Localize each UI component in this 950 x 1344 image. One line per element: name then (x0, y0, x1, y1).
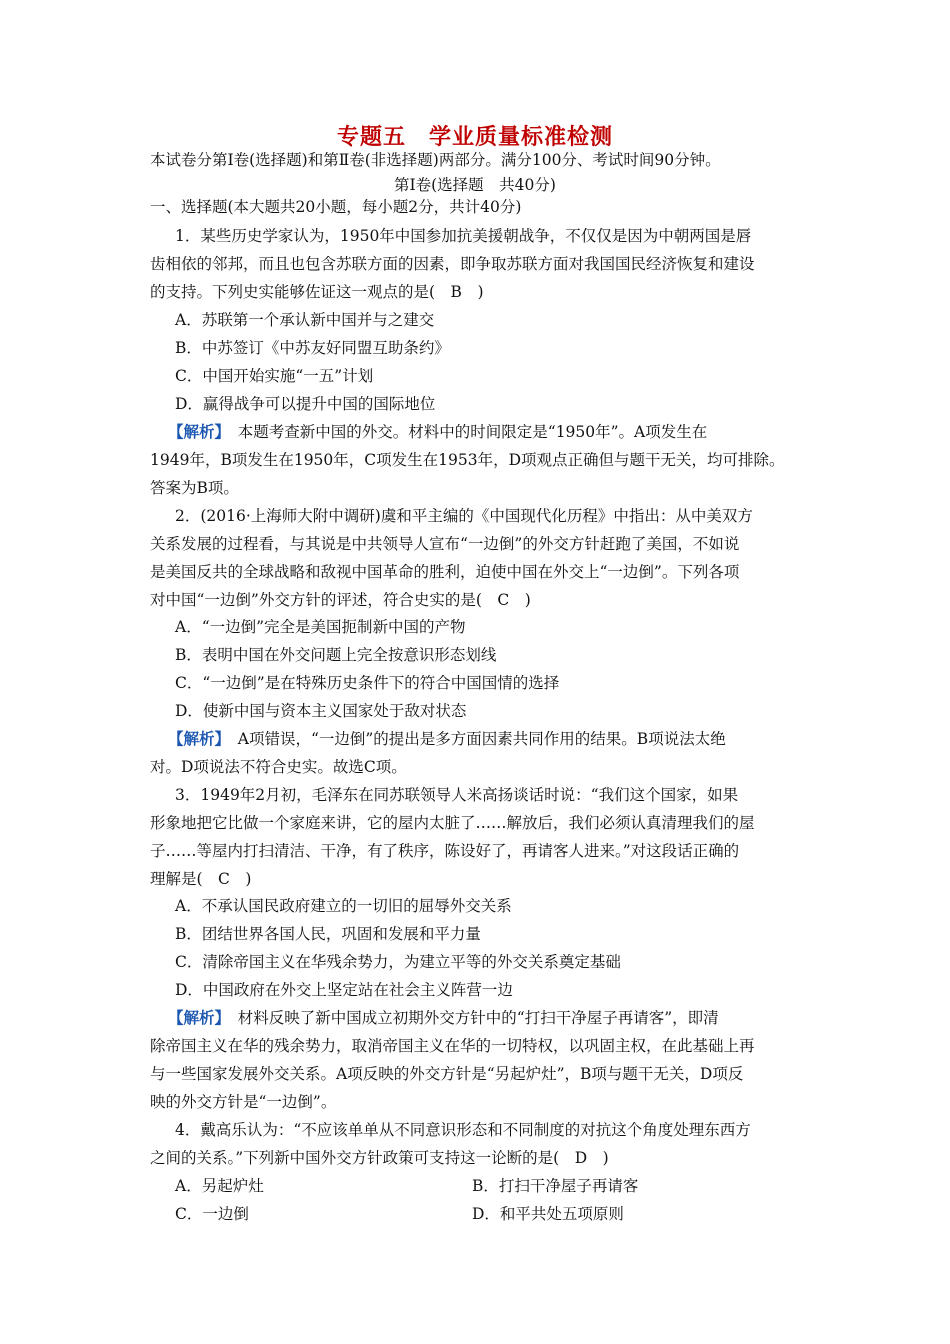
q4-stem-line: 4．戴高乐认为：“不应该单单从不同意识形态和不同制度的对抗这个角度处理东西方 (175, 1121, 751, 1139)
section-heading: 一、选择题(本大题共20小题，每小题2分，共计40分) (150, 198, 522, 216)
analysis-tag: 【解析】 (168, 423, 223, 441)
volume-heading: 第Ⅰ卷(选择题 共40分) (394, 176, 556, 194)
q2-analysis-line: 对。D项说法不符合史实。故选C项。 (150, 758, 407, 776)
q3-stem-line: 3．1949年2月初，毛泽东在同苏联领导人米高扬谈话时说：“我们这个国家，如果 (175, 786, 739, 804)
q1-analysis-line: 【解析】 本题考查新中国的外交。材料中的时间限定是“1950年”。A项发生在 (168, 423, 708, 441)
exam-intro: 本试卷分第Ⅰ卷(选择题)和第Ⅱ卷(非选择题)两部分。满分100分、考试时间90分钟。 (150, 151, 721, 169)
q2-option-c: C．“一边倒”是在特殊历史条件下的符合中国国情的选择 (175, 674, 560, 692)
q3-analysis-line: 映的外交方针是“一边倒”。 (150, 1093, 337, 1111)
q1-option-c: C．中国开始实施“一五”计划 (175, 367, 374, 385)
q4-option-c: C．一边倒 (175, 1205, 249, 1223)
q3-stem-line: 理解是( C ) (150, 870, 252, 888)
page-title: 专题五 学业质量标准检测 (336, 125, 613, 150)
q3-stem-line: 子……等屋内打扫清洁、干净，有了秩序，陈设好了，再请客人进来。”对这段话正确的 (150, 842, 740, 860)
q2-option-a: A．“一边倒”完全是美国扼制新中国的产物 (175, 618, 466, 636)
q2-stem-line: 关系发展的过程看，与其说是中共领导人宣布“一边倒”的外交方针赶跑了美国，不如说 (150, 535, 740, 553)
q2-stem-line: 是美国反共的全球战略和敌视中国革命的胜利，迫使中国在外交上“一边倒”。下列各项 (150, 563, 740, 581)
q3-stem-line: 形象地把它比做一个家庭来讲，它的屋内太脏了……解放后，我们必须认真清理我们的屋 (150, 814, 755, 832)
q4-option-a: A．另起炉灶 (175, 1177, 264, 1195)
q2-stem-line: 对中国“一边倒”外交方针的评述，符合史实的是( C ) (150, 591, 531, 609)
q3-option-b: B．团结世界各国人民，巩固和发展和平力量 (175, 925, 481, 943)
q2-option-d: D．使新中国与资本主义国家处于敌对状态 (175, 702, 467, 720)
q4-option-b: B．打扫干净屋子再请客 (472, 1177, 639, 1195)
q1-option-a: A．苏联第一个承认新中国并与之建交 (175, 311, 435, 329)
q1-stem-line: 1．某些历史学家认为，1950年中国参加抗美援朝战争，不仅仅是因为中朝两国是唇 (175, 227, 752, 245)
q1-analysis-line: 答案为B项。 (150, 479, 239, 497)
q4-option-d: D．和平共处五项原则 (472, 1205, 624, 1223)
q1-analysis-line: 1949年，B项发生在1950年，C项发生在1953年，D项观点正确但与题干无关，均可排除。 (150, 451, 785, 469)
q1-stem-line: 的支持。下列史实能够佐证这一观点的是( B ) (150, 283, 484, 301)
q2-stem-line: 2．(2016·上海师大附中调研)虞和平主编的《中国现代化历程》中指出：从中美双方 (175, 507, 753, 525)
q4-stem-line: 之间的关系。”下列新中国外交方针政策可支持这一论断的是( D ) (150, 1149, 609, 1167)
q2-option-b: B．表明中国在外交问题上完全按意识形态划线 (175, 646, 497, 664)
q3-analysis-line: 【解析】 材料反映了新中国成立初期外交方针中的“打扫干净屋子再请客”，即清 (168, 1009, 719, 1027)
q3-option-a: A．不承认国民政府建立的一切旧的屈辱外交关系 (175, 897, 512, 915)
q1-stem-line: 齿相依的邻邦，而且也包含苏联方面的因素，即争取苏联方面对我国国民经济恢复和建设 (150, 255, 755, 273)
q2-analysis-line: 【解析】 A项错误，“一边倒”的提出是多方面因素共同作用的结果。B项说法太绝 (168, 730, 726, 748)
q3-option-d: D．中国政府在外交上坚定站在社会主义阵营一边 (175, 981, 513, 999)
q3-analysis-line: 与一些国家发展外交关系。A项反映的外交方针是“另起炉灶”，B项与题干无关，D项反 (150, 1065, 744, 1083)
q3-analysis-line: 除帝国主义在华的残余势力，取消帝国主义在华的一切特权，以巩固主权，在此基础上再 (150, 1037, 755, 1055)
analysis-tag: 【解析】 (168, 1009, 223, 1027)
q1-option-d: D．赢得战争可以提升中国的国际地位 (175, 395, 436, 413)
q1-option-b: B．中苏签订《中苏友好同盟互助条约》 (175, 339, 450, 357)
analysis-tag: 【解析】 (168, 730, 223, 748)
q3-option-c: C．清除帝国主义在华残余势力，为建立平等的外交关系奠定基础 (175, 953, 621, 971)
